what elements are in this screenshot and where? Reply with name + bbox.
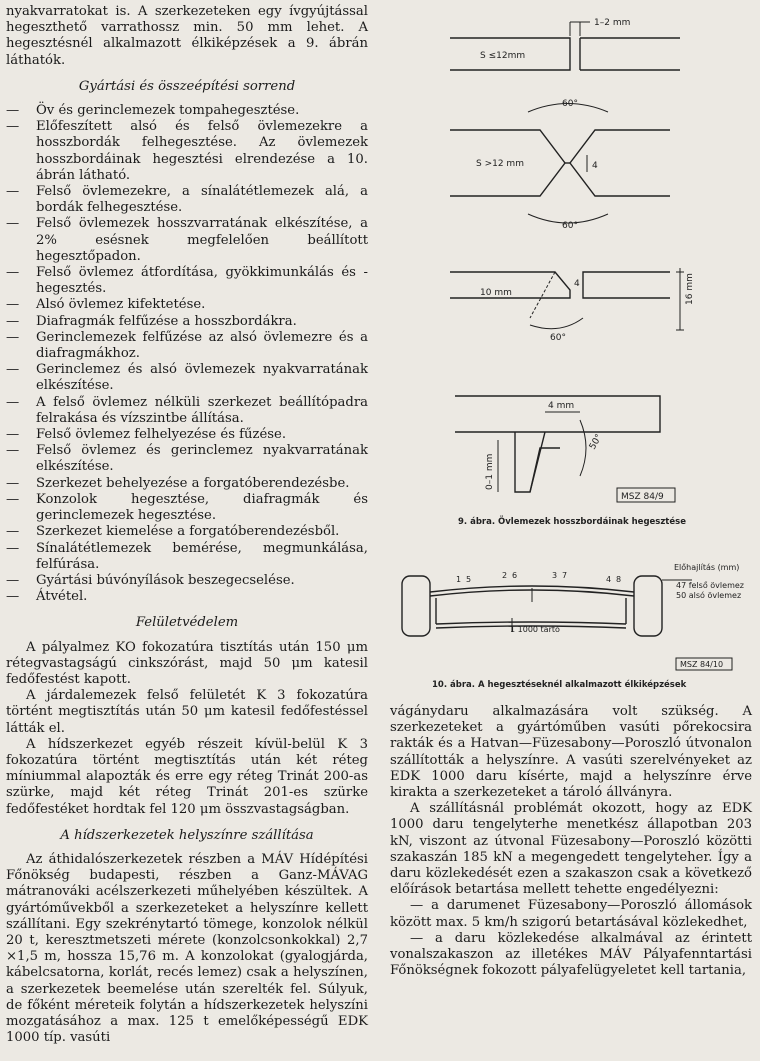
list-item: — Gerinclemez és alsó övlemezek nyakvarratának elkészítése. [6, 362, 368, 394]
paragraph: Az áthidalószerkezetek részben a MÁV Hídépítési Főnökség budapesti, részben a Ganz-MÁVAG mátranováki acélszerkezeti műhelyében készültek. A gyártóművekből a szerkezeteket a helyszínre kellett szállítani. Egy szekrénytartó tömege, konzolok nélkül 20 t, keresztmetszeti mérete (konzolcsonkokkal) 2,7 ×1,5 m, hossza 15,76 m. A konzolokat (gyalogjárda, kábelcsatorna, korlát, recés lemez) csak a helyszínen, a szerkezetek beemelése után szerelték fel. Súlyuk, de főként méreteik folytán a hídszerkezetek helyszíni mozgatásához a max. 125 t emelőképességű EDK 1000 típ. vasúti [6, 851, 368, 1046]
list-item: — a darumenet Füzesabony—Poroszló állomások között max. 5 km/h szigorú betartásával közlekedhet, [390, 898, 752, 930]
fig9-dim-4a: 4 [592, 161, 598, 171]
section-heading-surface: Felületvédelem [135, 615, 239, 631]
list-item: — Sínalátétlemezek bemérése, megmunkálása, felfúrása. [6, 540, 368, 572]
paragraph: A járdalemezek felső felületét K 3 fokozatúra történt megtisztítás után 50 μm katesil fedőfestéssel látták el. [6, 688, 368, 736]
list-item: — Gerinclemezek felfűzése az alsó övlemezre és a diafragmákhoz. [6, 329, 368, 362]
paragraph: A hídszerkezet egyéb részeit kívül-belül K 3 fokozatúra történt megtisztítás után két réteg míniummal alapozták és erre egy réteg Trinát 200-as szürke, majd két réteg Trinát 201-es szürke fedőfestéket hordtak fel 120 μm összvastagságban. [6, 736, 368, 817]
section-heading-production: Gyártási és összeépítési sorrend [78, 78, 296, 94]
fig9-top-4mm: 4 mm [548, 401, 575, 411]
fig9-gap-label: 1–2 mm [594, 18, 631, 28]
production-steps-list [6, 103, 368, 605]
paragraph: vágánydaru alkalmazására volt szükség. A szerkezeteket a gyártóműben vasúti pőrekocsira rakták és a Hatvan—Füzesabony—Poroszló útvonalon szállították a helyszínre. A vasúti szerelvényeket az EDK 1000 daru kísérte, majd a helyszínre érve kirakta a szerkezeteket a tároló állványra. [390, 704, 752, 801]
fig9-label-s12: S ≤12mm [480, 51, 526, 61]
fig9-label-s-gt12: S >12 mm [476, 159, 524, 169]
fig9-dim-4b: 4 [574, 279, 580, 289]
fig10-num-2: 2 [502, 571, 508, 580]
list-item: — Alsó övlemez kifektetése. [6, 297, 206, 313]
fig9-angle-50: 50° [587, 432, 605, 452]
section-heading-transport: A hídszerkezetek helyszínre szállítása [60, 827, 314, 843]
list-item: — Felső övlemez átfordítása, gyökkimunkálás és -hegesztés. [6, 265, 368, 297]
list-item: — A felső övlemez nélküli szerkezet beállítópadra felrakása és vízszintbe állítása. [6, 394, 368, 426]
fig10-legend-title: Előhajlítás (mm) [674, 563, 740, 572]
fig10-legend-lower: 50 alsó övlemez [676, 591, 742, 600]
left-column [6, 4, 368, 1046]
fig10-num-6: 6 [512, 571, 518, 580]
list-item: — Gyártási búvónyílások beszegecselése. [6, 572, 295, 588]
paragraph: A pályalmez KO fokozatúra tisztítás után 150 μm rétegvastagságú cinkszórást, majd 50 μm katesil fedőfestést kapott. [6, 639, 368, 687]
list-item: — Felső övlemez és gerinclemez nyakvarratának elkészítése. [6, 443, 368, 475]
list-item: — Felső övlemezekre, a sínalátétlemezek alá, a bordák felhegesztése. [6, 184, 368, 216]
list-item: — Felső övlemezek hosszvarratának elkészítése, a 2% esésnek megfelelően beállított hegesztőpadon. [6, 216, 368, 264]
figure-10-profile [392, 562, 758, 672]
fig10-legend-upper: 47 felső övlemez [676, 581, 744, 590]
list-item: — Átvétel. [6, 589, 88, 605]
figure-9-caption: 9. ábra. Övlemezek hosszbordáinak hegesztése [458, 517, 686, 527]
fig10-num-4: 4 [606, 575, 612, 584]
list-item: — Felső övlemez felhelyezése és fűzése. [6, 427, 287, 443]
right-column [390, 704, 752, 979]
fig10-num-7: 7 [562, 571, 568, 580]
fig10-num-3: 3 [552, 571, 558, 580]
fig10-tarto-label: 1 1000 tartó [510, 625, 560, 634]
figure-10-caption: 10. ábra. A hegesztéseknél alkalmazott élkiképzések [432, 680, 687, 690]
fig9-height-16mm: 16 mm [685, 273, 695, 305]
list-item: — Diafragmák felfűzése a hosszbordákra. [6, 313, 297, 329]
paragraph: A szállításnál problémát okozott, hogy az EDK 1000 daru tengelyterhe menetkész állapotban 203 kN, viszont az útvonal Füzesabony—Poroszló közötti szakaszán 185 kN a megengedett tengelyteher. Így a daru közlekedését ezen a szakaszon csak a következő előírások betartása mellett tehette engedélyezni: [390, 801, 752, 898]
figure-9-weld-details [380, 0, 760, 520]
fig9-label-10mm: 10 mm [480, 288, 512, 298]
fig10-num-1: 1 [456, 575, 462, 584]
list-item: — a daru közlekedése alkalmával az érintett vonalszakaszon az illetékes MÁV Pályafenntartási Főnökségnek fokozott pályafelügyeletet kell tartania, [390, 930, 752, 979]
fig10-standard: MSZ 84/10 [680, 660, 724, 669]
fig9-angle-top: 60° [562, 99, 578, 109]
list-item: — Szerkezet kiemelése a forgatóberendezésből. [6, 524, 340, 540]
list-item: — Szerkezet behelyezése a forgatóberendezésbe. [6, 475, 350, 491]
list-item: — Előfeszített alsó és felső övlemezekre a hosszbordák felhegesztése. Az övlemezek hosszbordáinak hegesztési elrendezése a 10. ábrán látható. [6, 119, 368, 183]
list-item: — Öv és gerinclemezek tompahegesztése. [6, 103, 300, 119]
fig10-num-8: 8 [616, 575, 622, 584]
intro-paragraph: nyakvarratokat is. A szerkezeteken egy ívgyújtással hegeszthető varrathossz min. 50 mm lehet. A hegesztésnél alkalmazott élkiképzések a 9. ábrán láthatók. [6, 4, 368, 68]
fig10-num-5: 5 [466, 575, 472, 584]
fig9-side-label: 0–1 mm [485, 453, 495, 490]
fig9-angle-60: 60° [550, 333, 566, 343]
list-item: — Konzolok hegesztése, diafragmák és gerinclemezek hegesztése. [6, 491, 368, 524]
fig9-standard: MSZ 84/9 [621, 492, 664, 502]
fig9-angle-bottom: 60° [562, 221, 578, 231]
